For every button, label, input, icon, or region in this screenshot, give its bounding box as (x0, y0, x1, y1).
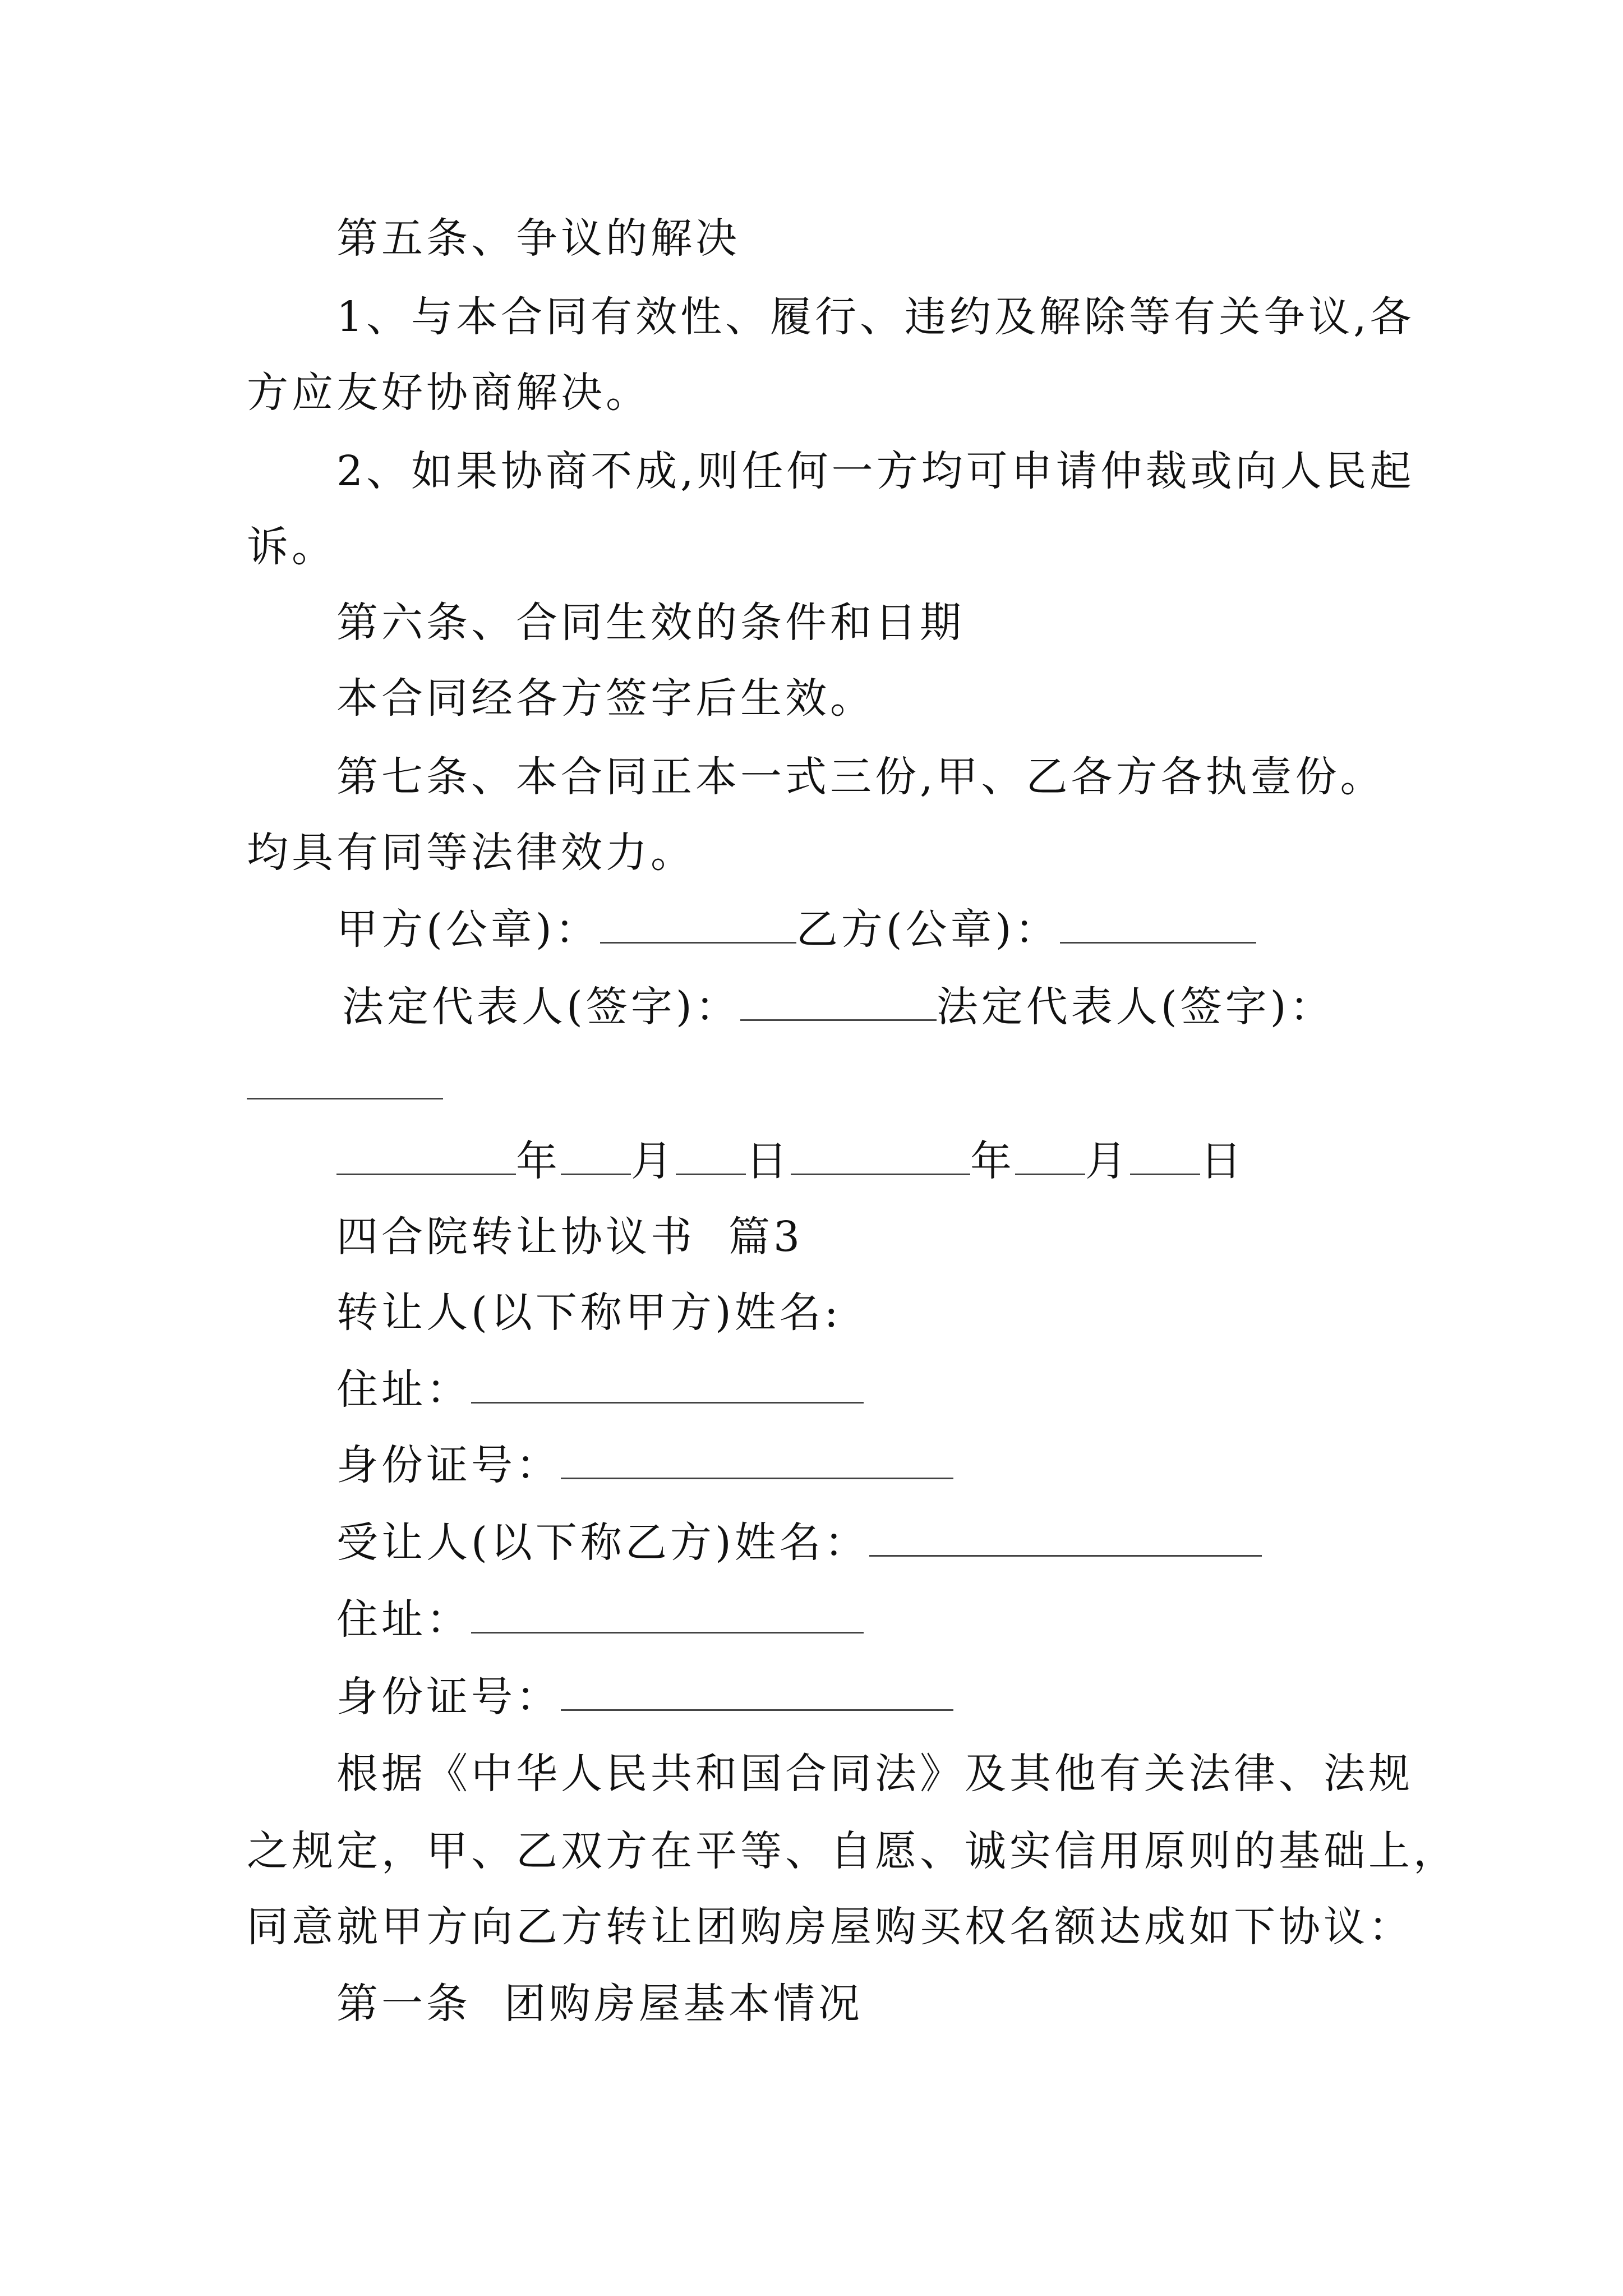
year-b-label: 年 (970, 1137, 1015, 1185)
day-b-blank (1130, 1140, 1200, 1175)
transferee-name-label: 受让人(以下称乙方)姓名： (336, 1519, 869, 1567)
year-a-blank (336, 1140, 516, 1175)
section-3-title: 四合院转让协议书 篇3 (336, 1213, 804, 1261)
article-7-line-2: 均具有同等法律效力。 (247, 829, 695, 877)
transferor-id-blank (561, 1444, 953, 1479)
transferor-address-label: 住址： (336, 1365, 471, 1414)
transferor-id-label: 身份证号： (336, 1441, 561, 1489)
representative-a-label: 法定代表人(签字)： (342, 983, 740, 1031)
article-5-clause-2-line-1: 2、如果协商不成,则任何一方均可申请仲裁或向人民起 (336, 447, 1415, 495)
article-5-clause-1-line-2: 方应友好协商解决。 (247, 369, 651, 417)
article-5-heading: 第五条、争议的解决 (336, 214, 740, 263)
preamble-line-1: 根据《中华人民共和国合同法》及其他有关法律、法规 (336, 1750, 1413, 1798)
day-a-label: 日 (746, 1137, 791, 1185)
article-7-line-1: 第七条、本合同正本一式三份,甲、乙各方各执壹份。 (336, 753, 1385, 801)
transferee-address-label: 住址： (336, 1595, 471, 1644)
representative-line (342, 982, 1335, 1032)
preamble-line-3: 同意就甲方向乙方转让团购房屋购买权名额达成如下协议： (247, 1903, 1413, 1951)
transferee-name-blank (869, 1521, 1262, 1557)
article-6-text: 本合同经各方签字后生效。 (336, 674, 875, 723)
day-a-blank (676, 1140, 746, 1175)
transferee-address-blank (471, 1598, 864, 1634)
transferor-address-line (336, 1364, 864, 1415)
month-b-label: 月 (1085, 1137, 1130, 1185)
transferee-id-blank (561, 1676, 953, 1711)
party-a-seal-blank (600, 908, 796, 944)
party-b-seal-blank (1060, 908, 1256, 944)
transferee-name-line (336, 1517, 1262, 1568)
party-b-seal-label: 乙方(公章)： (796, 905, 1060, 954)
representative-b-blank-line (247, 1060, 443, 1111)
month-a-blank (561, 1140, 631, 1175)
seal-line (336, 904, 1256, 955)
month-b-blank (1015, 1140, 1085, 1175)
representative-b-blank (247, 1064, 443, 1099)
article-1-heading: 第一条 团购房屋基本情况 (336, 1980, 864, 2028)
article-5-clause-2-line-2: 诉。 (247, 523, 336, 571)
transferor-address-blank (471, 1368, 864, 1404)
year-b-blank (791, 1140, 970, 1175)
preamble-line-2: 之规定，甲、乙双方在平等、自愿、诚实信用原则的基础上， (247, 1827, 1458, 1875)
month-a-label: 月 (631, 1137, 676, 1185)
article-6-heading: 第六条、合同生效的条件和日期 (336, 599, 965, 647)
transferor-name-line: 转让人(以下称甲方)姓名: (336, 1289, 842, 1337)
year-a-label: 年 (516, 1137, 561, 1185)
article-5-clause-1-line-1: 1、与本合同有效性、履行、违约及解除等有关争议,各 (336, 293, 1415, 341)
transferee-id-label: 身份证号： (336, 1673, 561, 1721)
transferee-id-line (336, 1672, 953, 1722)
representative-b-label: 法定代表人(签字)： (936, 983, 1335, 1031)
transferee-address-line (336, 1594, 864, 1645)
day-b-label: 日 (1200, 1137, 1245, 1185)
transferor-id-line (336, 1440, 953, 1490)
date-line (336, 1136, 1245, 1186)
representative-a-blank (740, 986, 937, 1021)
party-a-seal-label: 甲方(公章)： (336, 905, 600, 954)
